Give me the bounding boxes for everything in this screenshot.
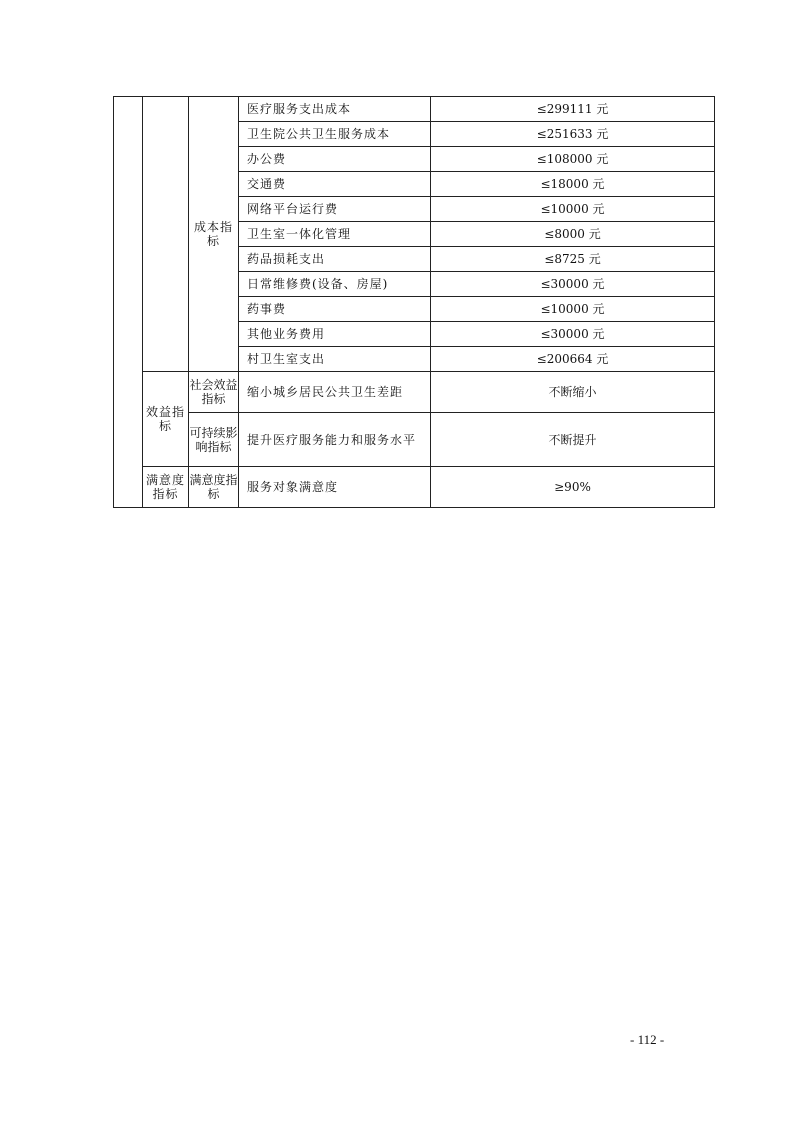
cost-item-name: 药事费 xyxy=(239,297,431,322)
table-row xyxy=(114,413,715,467)
cost-item-value: ≤200664 元 xyxy=(431,347,715,372)
sustain-item-value: 不断提升 xyxy=(431,413,715,467)
cost-item-value: ≤10000 元 xyxy=(431,297,715,322)
social-item-value: 不断缩小 xyxy=(431,372,715,413)
social-benefit-subcategory: 社会效益指标 xyxy=(189,372,239,413)
cost-item-name: 医疗服务支出成本 xyxy=(239,97,431,122)
social-item-name: 缩小城乡居民公共卫生差距 xyxy=(239,372,431,413)
cost-item-value: ≤299111 元 xyxy=(431,97,715,122)
outer-category-cell xyxy=(114,97,143,508)
cost-item-value: ≤18000 元 xyxy=(431,172,715,197)
cost-item-name: 卫生室一体化管理 xyxy=(239,222,431,247)
cost-item-value: ≤251633 元 xyxy=(431,122,715,147)
sustain-item-name: 提升医疗服务能力和服务水平 xyxy=(239,413,431,467)
performance-indicator-table xyxy=(113,96,715,508)
cost-item-value: ≤30000 元 xyxy=(431,322,715,347)
cost-item-name: 村卫生室支出 xyxy=(239,347,431,372)
cost-item-name: 网络平台运行费 xyxy=(239,197,431,222)
sustainable-impact-subcategory: 可持续影响指标 xyxy=(189,413,239,467)
cost-item-value: ≤8725 元 xyxy=(431,247,715,272)
cost-blank-cell xyxy=(143,97,189,372)
satisfaction-item-value: ≥90% xyxy=(431,467,715,508)
cost-item-name: 日常维修费(设备、房屋) xyxy=(239,272,431,297)
table-row xyxy=(114,97,715,122)
cost-item-value: ≤30000 元 xyxy=(431,272,715,297)
cost-item-name: 交通费 xyxy=(239,172,431,197)
satisfaction-item-name: 服务对象满意度 xyxy=(239,467,431,508)
cost-item-name: 药品损耗支出 xyxy=(239,247,431,272)
cost-item-name: 办公费 xyxy=(239,147,431,172)
page-number: - 112 - xyxy=(630,1032,665,1047)
table-row xyxy=(114,467,715,508)
cost-item-name: 卫生院公共卫生服务成本 xyxy=(239,122,431,147)
table-row xyxy=(114,372,715,413)
benefit-category-cell: 效益指标 xyxy=(143,372,189,467)
cost-category-cell: 成本指标 xyxy=(189,97,239,372)
cost-item-name: 其他业务费用 xyxy=(239,322,431,347)
cost-item-value: ≤108000 元 xyxy=(431,147,715,172)
cost-item-value: ≤8000 元 xyxy=(431,222,715,247)
satisfaction-subcategory: 满意度指标 xyxy=(189,467,239,508)
satisfaction-category-cell: 满意度指标 xyxy=(143,467,189,508)
cost-item-value: ≤10000 元 xyxy=(431,197,715,222)
